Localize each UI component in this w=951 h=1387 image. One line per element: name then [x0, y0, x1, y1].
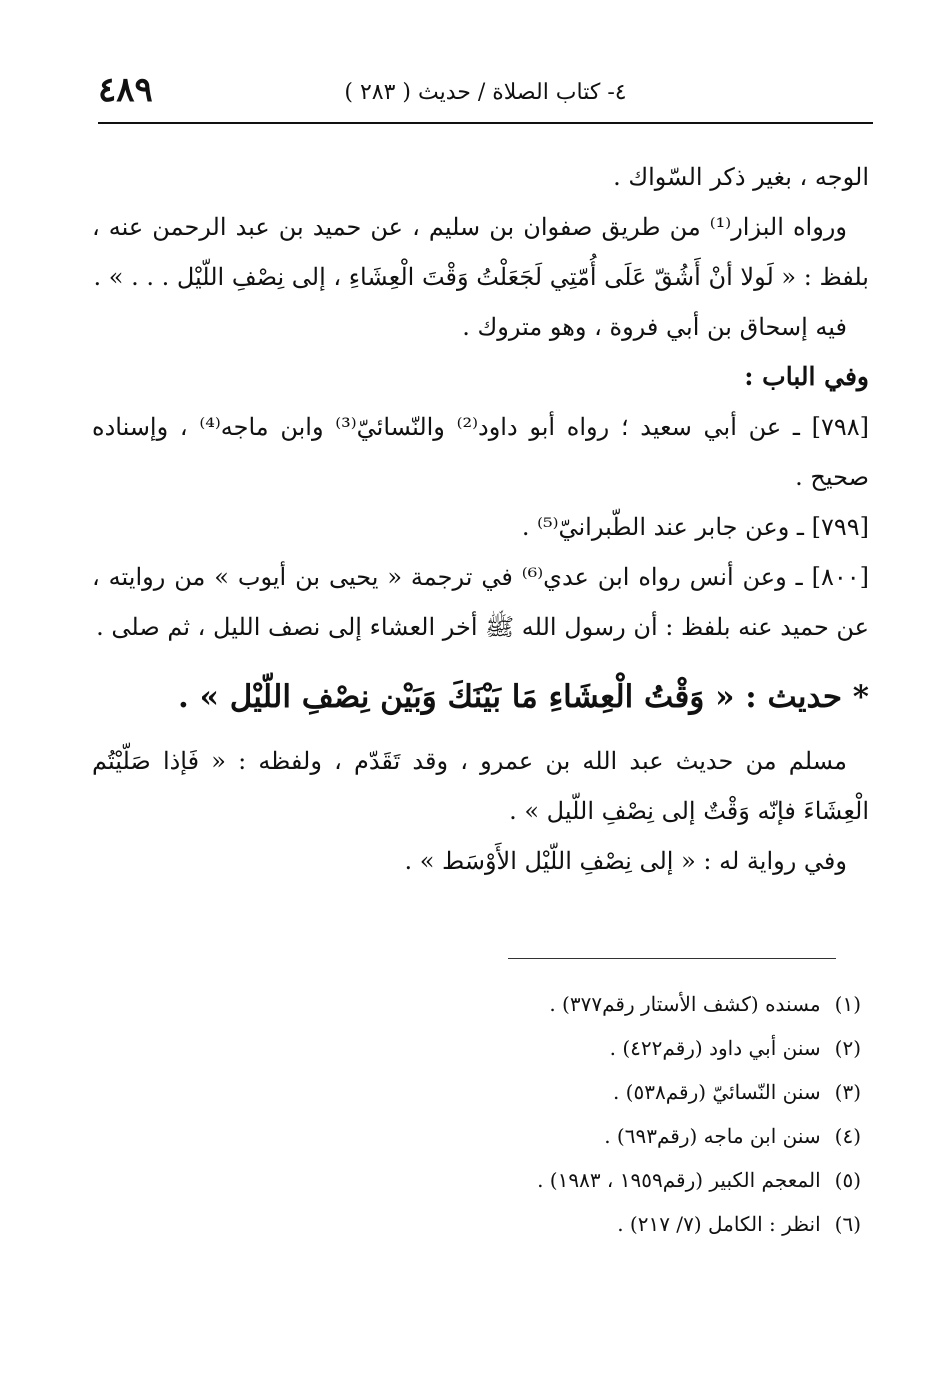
- footnote-divider: [508, 958, 836, 959]
- footnote-text: المعجم الكبير (رقم١٩٥٩ ، ١٩٨٣) .: [537, 1168, 821, 1192]
- hadith-entry: [٧٩٩] ـ وعن جابر عند الطّبرانيّ⁽⁵⁾ .: [521, 513, 869, 541]
- paragraph: وفي رواية له : « إلى نِصْفِ اللّيْل الأَوْسَط » .: [404, 847, 847, 875]
- hadith-heading: * حديث : « وَقْتُ الْعِشَاءِ مَا بَيْنَكَ وَبَيْن نِصْفِ اللّيْل » .: [178, 679, 869, 715]
- footnote-number: (٢): [834, 1036, 861, 1060]
- footnote-text: سنن ابن ماجه (رقم٦٩٣) .: [604, 1124, 821, 1148]
- footnote-item: [92, 1070, 861, 1114]
- footnote-number: (٦): [834, 1212, 861, 1236]
- page-header: [98, 66, 873, 124]
- footnote-item: [92, 1202, 861, 1246]
- footnote-number: (٥): [834, 1168, 861, 1192]
- footnote-number: (١): [834, 992, 861, 1016]
- section-subheading: وفي الباب :: [744, 362, 869, 391]
- footnote-text: مسنده (كشف الأستار رقم٣٧٧) .: [549, 992, 821, 1016]
- hadith-entry: [٨٠٠] ـ وعن أنس رواه ابن عدي⁽⁶⁾ في ترجمة « يحيى بن أيوب » من روايته ، عن حميد عنه بلفظ : أن رسول الله ﷺ أخر العشاء إلى نصف الليل ، ثم صلى .: [92, 563, 869, 641]
- footnote-text: سنن النّسائيّ (رقم٥٣٨) .: [612, 1080, 821, 1104]
- footnote-number: (٣): [834, 1080, 861, 1104]
- footnote-text: انظر : الكامل (٧/ ٢١٧) .: [617, 1212, 821, 1236]
- hadith-entry: [٧٩٨] ـ عن أبي سعيد ؛ رواه أبو داود⁽²⁾ والنّسائيّ⁽³⁾ وابن ماجه⁽⁴⁾ ، وإسناده صحيح .: [92, 413, 870, 491]
- page-number: ٤٨٩: [98, 70, 153, 110]
- footnote-number: (٤): [834, 1124, 861, 1148]
- footnote-item: [92, 1026, 861, 1070]
- footnote-item: [92, 982, 861, 1026]
- footnote-text: سنن أبي داود (رقم٤٢٢) .: [609, 1036, 821, 1060]
- paragraph: الوجه ، بغير ذكر السّواك .: [613, 163, 869, 191]
- footnotes: [92, 982, 861, 1246]
- running-head: ٤- كتاب الصلاة / حديث ( ٢٨٣ ): [344, 80, 627, 105]
- main-text: [92, 152, 869, 886]
- footnote-item: [92, 1158, 861, 1202]
- footnote-item: [92, 1114, 861, 1158]
- paragraph: فيه إسحاق بن أبي فروة ، وهو متروك .: [462, 313, 847, 341]
- paragraph: مسلم من حديث عبد الله بن عمرو ، وقد تَقَدّم ، ولفظه : « فَإذا صَلّيْتُم الْعِشَاءَ فإنّه وَقْتٌ إلى نِصْفِ اللّيل » .: [92, 747, 869, 825]
- paragraph: ورواه البزار⁽¹⁾ من طريق صفوان بن سليم ، عن حميد بن عبد الرحمن عنه ، بلفظ : « لَولا أنْ أَشُقّ عَلَى أُمّتِي لَجَعَلْتُ وَقْتَ الْعِشَاءِ ، إلى نِصْفِ اللّيْل . . . » .: [92, 213, 869, 291]
